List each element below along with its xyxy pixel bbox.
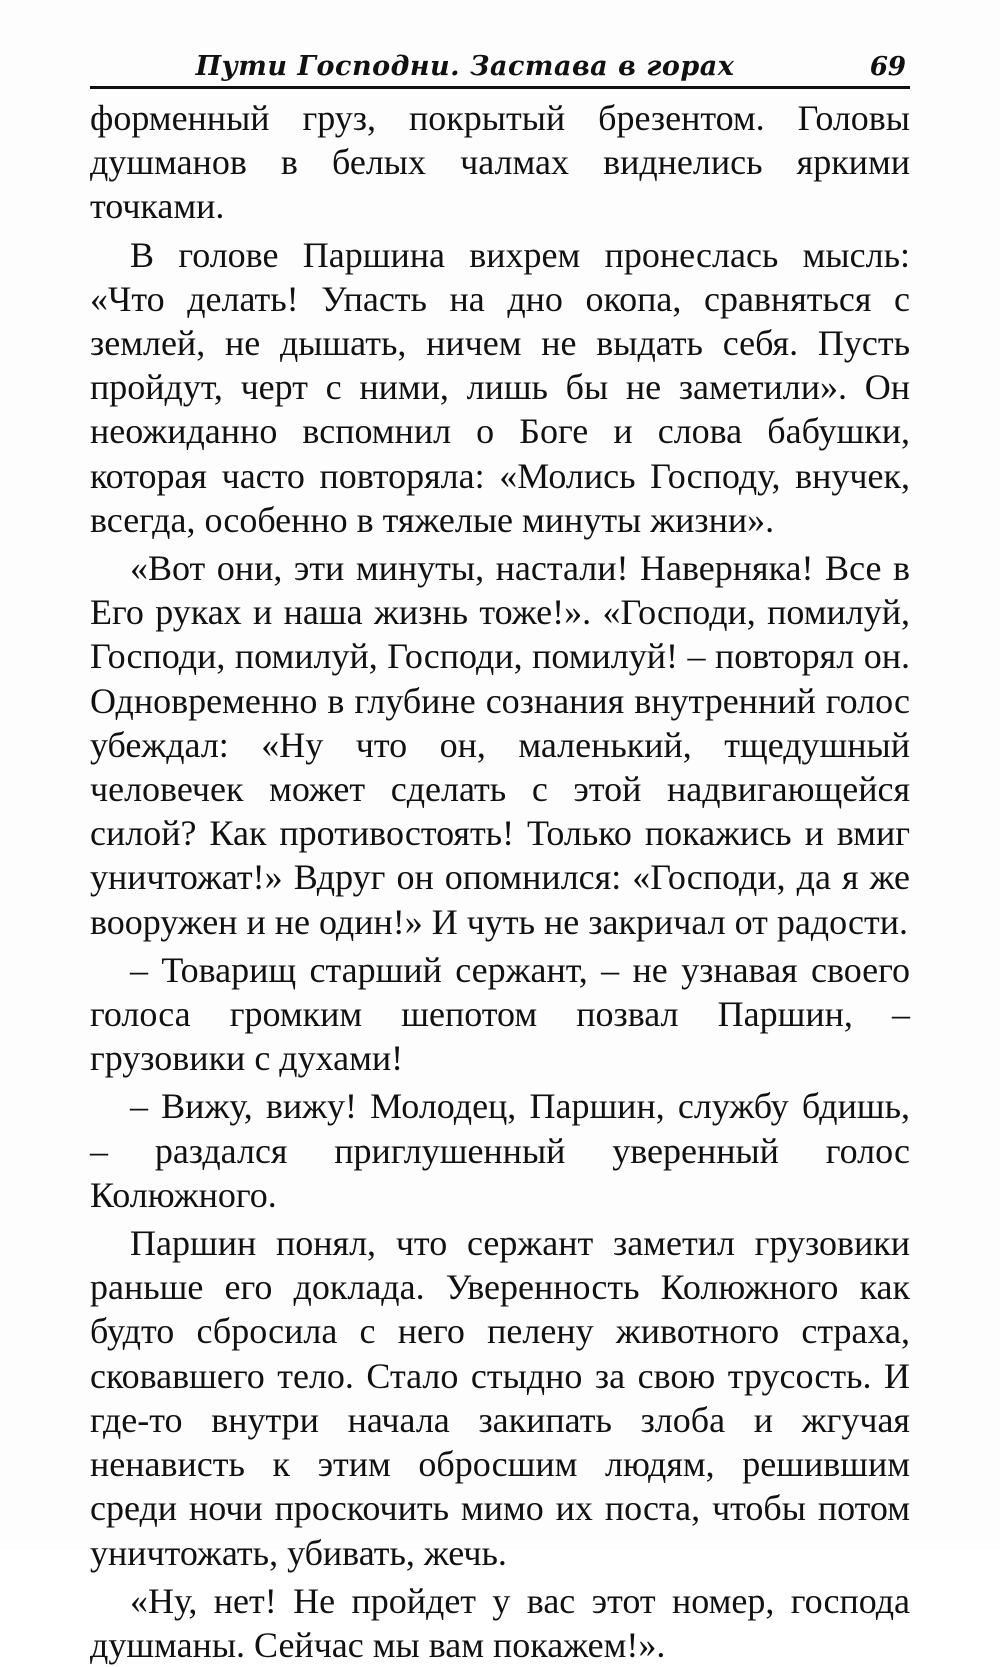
paragraph-continued: форменный груз, покрытый брезентом. Головы душманов в белых чалмах виднелись яркими точками. (90, 98, 910, 227)
paragraph: – Товарищ старший сержант, – не узнавая своего голоса громким шепотом позвал Паршин, – грузовики с духами! (90, 949, 910, 1079)
paragraph: «Ну, нет! Не пройдет у вас этот номер, господа душманы. Сейчас мы вам покажем!». (90, 1580, 910, 1665)
body-text (90, 96, 910, 1667)
running-title: Пути Господни. Застава в горах (195, 51, 735, 82)
paragraph: Паршин понял, что сержант заметил грузовики раньше его доклада. Уверенность Колюжного как будто сбросила с него пелену животного страха, сковавшего тело. Стало стыдно за свою трусость. И где-то внутри начала закипать злоба и жгучая ненависть к этим обросшим людям, решившим среди ночи проскочить мимо их поста, чтобы потом уничтожать, убивать, жечь. (90, 1223, 910, 1573)
paragraph: В голове Паршина вихрем пронеслась мысль: «Что делать! Упасть на дно окопа, сравняться с землей, не дышать, ничем не выдать себя. Пусть пройдут, черт с ними, лишь бы не заметили». Он неожиданно вспомнил о Боге и слова бабушки, которая часто повторяла: «Молись Господу, внучек, всегда, особенно в тяжелые минуты жизни». (90, 234, 910, 540)
running-header (90, 40, 910, 89)
page-number: 69 (869, 52, 906, 82)
paragraph: «Вот они, эти минуты, настали! Наверняка! Все в Его руках и наша жизнь тоже!». «Господи, помилуй, Господи, помилуй, Господи, помилуй! – повторял он. Одновременно в глубине сознания внутренний голос убеждал: «Ну что он, маленький, тщедушный человечек может сделать с этой надвигающейся силой? Как противостоять! Только покажись и вмиг уничтожат!» Вдруг он опомнился: «Господи, да я же вооружен и не один!» И чуть не закричал от радости. (90, 548, 910, 942)
paragraph: – Вижу, вижу! Молодец, Паршин, службу бдишь, – раздался приглушенный уверенный голос Колюжного. (90, 1086, 910, 1215)
